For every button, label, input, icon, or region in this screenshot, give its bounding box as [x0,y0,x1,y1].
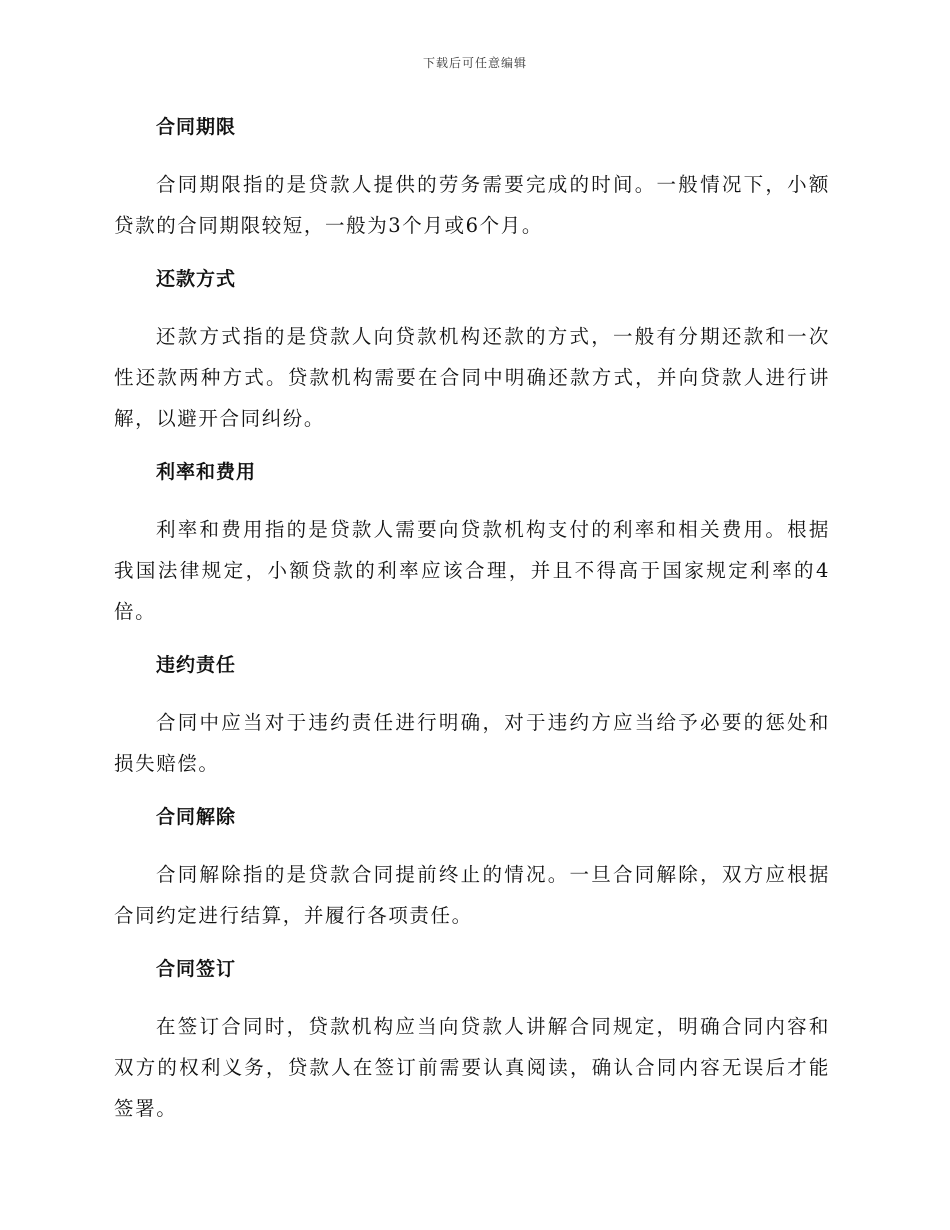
section-paragraph: 利率和费用指的是贷款人需要向贷款机构支付的利率和相关费用。根据我国法律规定，小额贷款的利率应该合理，并且不得高于国家规定利率的4倍。 [114,518,830,623]
section-contract-signing [114,950,830,1129]
section-paragraph: 合同中应当对于违约责任进行明确，对于违约方应当给予必要的惩处和损失赔偿。 [114,711,830,775]
section-paragraph: 还款方式指的是贷款人向贷款机构还款的方式，一般有分期还款和一次性还款两种方式。贷款机构需要在合同中明确还款方式，并向贷款人进行讲解，以避开合同纠纷。 [114,325,830,430]
document-body [114,108,830,1143]
section-paragraph: 合同期限指的是贷款人提供的劳务需要完成的时间。一般情况下，小额贷款的合同期限较短，一般为3个月或6个月。 [114,173,830,237]
section-heading: 还款方式 [156,268,237,290]
section-contract-term [114,108,830,246]
section-contract-termination [114,798,830,936]
section-paragraph: 合同解除指的是贷款合同提前终止的情况。一旦合同解除，双方应根据合同约定进行结算，并履行各项责任。 [114,863,830,927]
section-paragraph: 在签订合同时，贷款机构应当向贷款人讲解合同规定，明确合同内容和双方的权利义务，贷款人在签订前需要认真阅读，确认合同内容无误后才能签署。 [114,1015,830,1120]
section-heading: 利率和费用 [156,461,257,483]
section-breach-liability [114,646,830,784]
page-header: 下载后可任意编辑 [422,56,527,70]
section-heading: 合同解除 [156,806,237,828]
section-repayment-method [114,260,830,439]
section-interest-fees [114,453,830,632]
section-heading: 合同期限 [156,116,237,138]
section-heading: 违约责任 [156,654,237,676]
section-heading: 合同签订 [156,958,237,980]
